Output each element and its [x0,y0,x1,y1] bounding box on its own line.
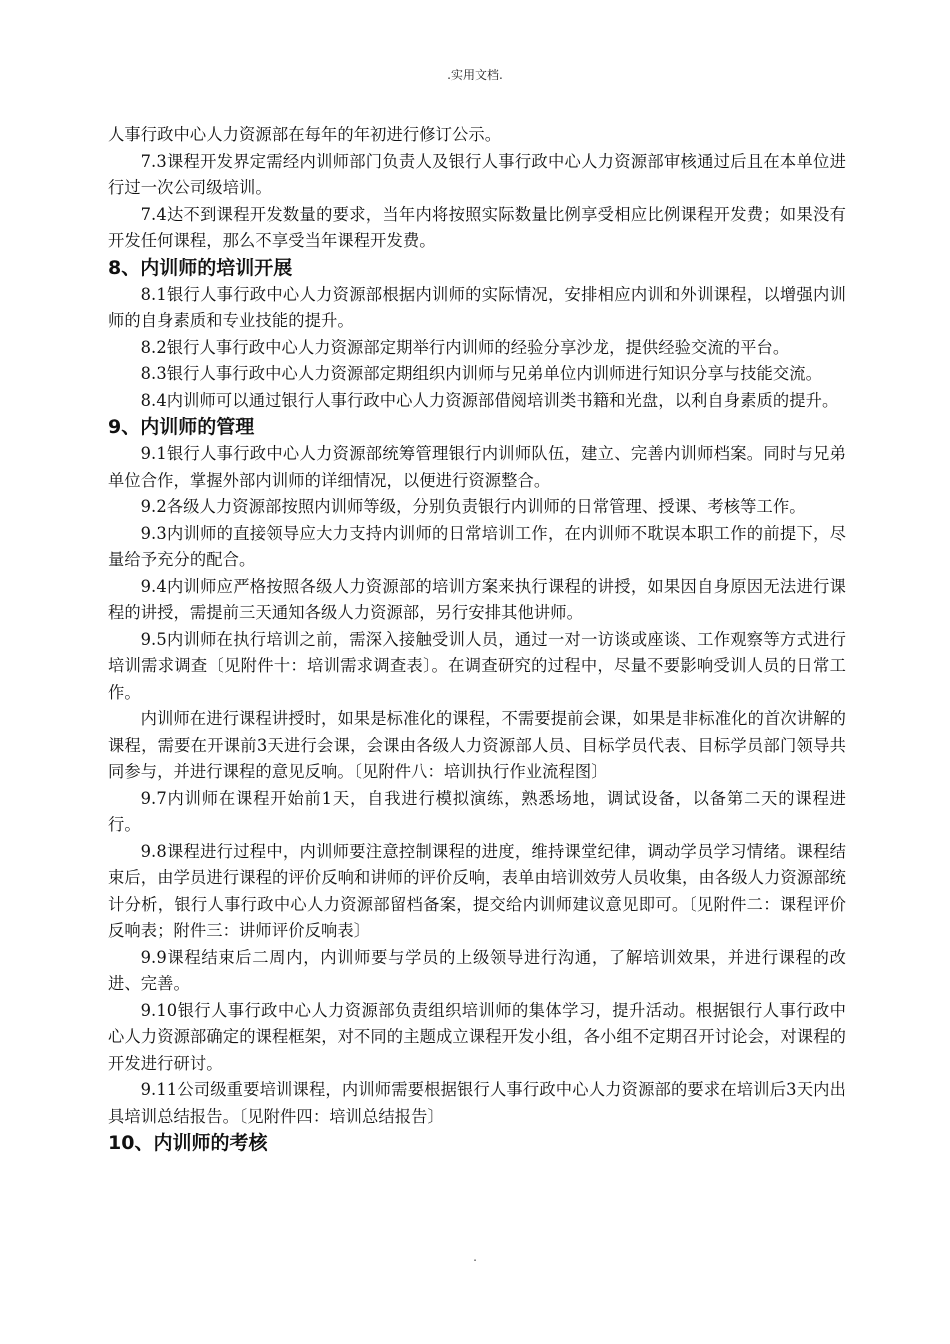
paragraph-9-6: 内训师在进行课程讲授时，如果是标准化的课程，不需要提前会课，如果是非标准化的首次讲解的课程，需要在开课前3天进行会课，会课由各级人力资源部人员、目标学员代表、目标学员部门领导共同参与，并进行课程的意见反响。〔见附件八：培训执行作业流程图〕 [108,709,846,781]
paragraph-9-9: 9.9课程结束后二周内，内训师要与学员的上级领导进行沟通，了解培训效果，并进行课程的改进、完善。 [108,947,846,993]
paragraph-7-3: 7.3课程开发界定需经内训师部门负责人及银行人事行政中心人力资源部审核通过后且在本单位进行过一次公司级培训。 [108,151,846,197]
page-footer: . [473,1250,477,1264]
document-body [108,122,846,1157]
paragraph-9-8: 9.8课程进行过程中，内训师要注意控制课程的进度，维持课堂纪律，调动学员学习情绪。课程结束后，由学员进行课程的评价反响和讲师的评价反响，表单由培训效劳人员收集，由各级人力资源部统计分析，银行人事行政中心人力资源部留档备案，提交给内训师建议意见即可。〔见附件二：课程评价反响表；附件三：讲师评价反响表〕 [108,841,846,940]
section-heading-10: 10、内训师的考核 [108,1132,268,1154]
paragraph-9-1: 9.1银行人事行政中心人力资源部统筹管理银行内训师队伍，建立、完善内训师档案。同时与兄弟单位合作，掌握外部内训师的详细情况，以便进行资源整合。 [108,444,846,490]
paragraph-9-11: 9.11公司级重要培训课程，内训师需要根据银行人事行政中心人力资源部的要求在培训后3天内出具培训总结报告。〔见附件四：培训总结报告〕 [108,1080,846,1126]
paragraph-8-4: 8.4内训师可以通过银行人事行政中心人力资源部借阅培训类书籍和光盘，以利自身素质的提升。 [140,390,839,410]
paragraph-9-10: 9.10银行人事行政中心人力资源部负责组织培训师的集体学习，提升活动。根据银行人事行政中心人力资源部确定的课程框架，对不同的主题成立课程开发小组，各小组不定期召开讨论会，对课程的开发进行研讨。 [108,1000,846,1073]
paragraph-8-1: 8.1银行人事行政中心人力资源部根据内训师的实际情况，安排相应内训和外训课程，以增强内训师的自身素质和专业技能的提升。 [108,284,846,330]
paragraph-9-5: 9.5内训师在执行培训之前，需深入接触受训人员，通过一对一访谈或座谈、工作观察等方式进行培训需求调查〔见附件十：培训需求调查表〕。在调查研究的过程中，尽量不要影响受训人员的日常工作。 [108,629,846,702]
paragraph-7-4: 7.4达不到课程开发数量的要求，当年内将按照实际数量比例享受相应比例课程开发费；如果没有开发任何课程，那么不享受当年课程开发费。 [108,204,846,250]
paragraph-9-4: 9.4内训师应严格按照各级人力资源部的培训方案来执行课程的讲授，如果因自身原因无法进行课程的讲授，需提前三天通知各级人力资源部，另行安排其他讲师。 [108,576,846,622]
paragraph-9-2: 9.2各级人力资源部按照内训师等级，分别负责银行内训师的日常管理、授课、考核等工作。 [140,497,806,516]
paragraph-8-3: 8.3银行人事行政中心人力资源部定期组织内训师与兄弟单位内训师进行知识分享与技能交流。 [140,364,823,383]
paragraph: 人事行政中心人力资源部在每年的年初进行修订公示。 [108,125,502,144]
paragraph-9-3: 9.3内训师的直接领导应大力支持内训师的日常培训工作，在内训师不耽误本职工作的前提下，尽量给予充分的配合。 [108,523,846,569]
section-heading-9: 9、内训师的管理 [108,416,255,438]
section-heading-8: 8、内训师的培训开展 [108,256,293,279]
paragraph-8-2: 8.2银行人事行政中心人力资源部定期举行内训师的经验分享沙龙，提供经验交流的平台。 [140,337,790,357]
page-header: .实用文档. [447,68,503,82]
paragraph-9-7: 9.7内训师在课程开始前1天，自我进行模拟演练，熟悉场地，调试设备，以备第二天的课程进行。 [108,788,846,834]
